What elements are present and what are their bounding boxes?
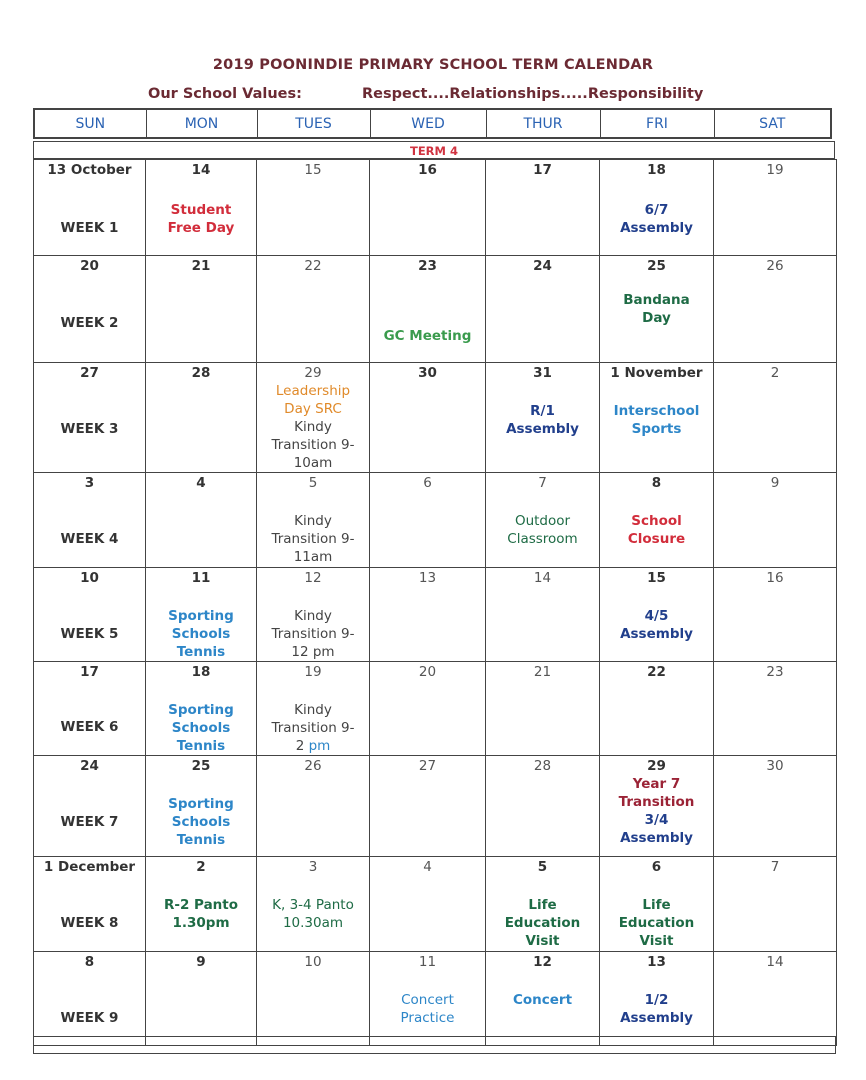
date-label: 19 [304, 664, 322, 680]
event-text: Kindy Transition 9- 2 pm [271, 702, 355, 754]
event-text: 1/2 Assembly [620, 992, 693, 1026]
date-label: 30 [418, 365, 437, 381]
term-label: TERM 4 [33, 141, 835, 159]
date-label: 27 [418, 758, 437, 774]
date-label: 30 [766, 758, 784, 774]
day-header-wed: WED [370, 109, 486, 138]
day-cell [714, 160, 837, 256]
week-row [34, 662, 837, 756]
day-cell [146, 363, 257, 473]
page-title: 2019 POONINDIE PRIMARY SCHOOL TERM CALENDAR [212, 57, 654, 73]
day-cell [600, 363, 714, 473]
day-cell [600, 857, 714, 952]
day-cell [600, 756, 714, 857]
week-row [34, 756, 837, 857]
day-cell [714, 662, 837, 756]
date-label: 9 [196, 954, 206, 970]
footer-row [33, 1036, 836, 1054]
day-cell [714, 473, 837, 568]
event-text: Sporting Schools Tennis [168, 702, 234, 754]
date-label: 15 [647, 570, 666, 586]
day-cell [370, 473, 486, 568]
event-text: Year 7 Transition [618, 776, 695, 810]
day-cell [370, 363, 486, 473]
event-text: 4/5 Assembly [620, 608, 693, 642]
date-label: 11 [418, 954, 437, 970]
date-label: 18 [647, 162, 666, 178]
date-label: 13 [647, 954, 666, 970]
day-cell [34, 160, 146, 256]
day-cell [146, 256, 257, 363]
day-cell [714, 256, 837, 363]
day-cell [146, 952, 257, 1046]
date-label: 2 [770, 365, 780, 381]
event-text: Concert Practice [400, 992, 455, 1026]
day-cell [714, 952, 837, 1046]
week-label: WEEK 3 [60, 421, 119, 437]
day-cell [146, 756, 257, 857]
event-text: Interschool Sports [613, 403, 700, 437]
day-cell [486, 756, 600, 857]
day-cell [257, 662, 370, 756]
event-text: Kindy Transition 9- 11am [271, 513, 355, 565]
week-label: WEEK 1 [60, 220, 119, 236]
day-cell [486, 256, 600, 363]
day-header-fri: FRI [600, 109, 714, 138]
day-cell [257, 857, 370, 952]
date-label: 27 [80, 365, 99, 381]
date-label: 6 [423, 475, 432, 491]
day-cell [600, 568, 714, 662]
week-row [34, 256, 837, 363]
day-cell [34, 256, 146, 363]
date-label: 28 [191, 365, 211, 381]
date-label: 6 [651, 859, 662, 875]
day-header-tue: TUES [257, 109, 370, 138]
date-label: 1 November [610, 365, 703, 381]
event-text: Sporting Schools Tennis [168, 796, 234, 848]
calendar-grid [33, 159, 837, 1046]
event-text: R/1 Assembly [506, 403, 579, 437]
date-label: 26 [766, 258, 784, 274]
day-cell [600, 473, 714, 568]
event-text: Kindy Transition 9- 10am [271, 419, 355, 471]
event-text: Bandana Day [623, 292, 690, 326]
date-label: 3 [308, 859, 318, 875]
day-cell [257, 473, 370, 568]
day-cell [714, 857, 837, 952]
date-label: 23 [418, 258, 437, 274]
date-label: 25 [647, 258, 666, 274]
day-cell [257, 568, 370, 662]
day-cell [370, 568, 486, 662]
date-label: 14 [533, 570, 552, 586]
event-text: Concert [512, 992, 573, 1008]
event-text: Sporting Schools Tennis [168, 608, 234, 660]
date-label: 23 [766, 664, 784, 680]
date-label: 28 [533, 758, 552, 774]
day-cell [486, 473, 600, 568]
event-text: Life Education Visit [618, 897, 695, 949]
day-cell [600, 256, 714, 363]
day-cell [257, 952, 370, 1046]
day-header-sun: SUN [34, 109, 146, 138]
date-label: 10 [304, 954, 322, 970]
day-cell [257, 256, 370, 363]
week-label: WEEK 9 [60, 1010, 119, 1026]
day-cell [486, 160, 600, 256]
date-label: 24 [80, 758, 99, 774]
day-header-mon: MON [146, 109, 257, 138]
date-label: 13 October [47, 162, 132, 178]
date-label: 7 [770, 859, 780, 875]
week-row [34, 473, 837, 568]
day-cell [146, 568, 257, 662]
date-label: 14 [766, 954, 784, 970]
day-cell [34, 662, 146, 756]
day-cell [257, 756, 370, 857]
day-cell [146, 473, 257, 568]
date-label: 22 [304, 258, 322, 274]
week-row [34, 952, 837, 1046]
day-header-thu: THUR [486, 109, 600, 138]
date-label: 15 [304, 162, 322, 178]
event-text: Leadership Day SRC [275, 383, 351, 417]
date-label: 8 [651, 475, 662, 491]
day-cell [370, 756, 486, 857]
date-label: 3 [84, 475, 95, 491]
date-label: 16 [766, 570, 784, 586]
values-label: Our School Values: [148, 86, 302, 102]
date-label: 17 [80, 664, 99, 680]
date-label: 19 [766, 162, 784, 178]
date-label: 1 December [43, 859, 136, 875]
event-text: Student Free Day [167, 202, 235, 236]
date-label: 12 [304, 570, 322, 586]
day-cell [34, 473, 146, 568]
week-row [34, 857, 837, 952]
day-cell [34, 857, 146, 952]
day-cell [486, 857, 600, 952]
date-label: 5 [308, 475, 318, 491]
event-text: Kindy Transition 9- 12 pm [271, 608, 355, 660]
day-cell [370, 160, 486, 256]
week-row [34, 363, 837, 473]
date-label: 29 [304, 365, 322, 381]
week-row [34, 160, 837, 256]
date-label: 7 [538, 475, 547, 491]
date-label: 13 [418, 570, 437, 586]
date-label: 16 [418, 162, 437, 178]
day-header-sat: SAT [714, 109, 831, 138]
day-cell [34, 756, 146, 857]
date-label: 4 [196, 475, 206, 491]
date-label: 26 [304, 758, 322, 774]
day-cell [146, 662, 257, 756]
day-cell [34, 568, 146, 662]
day-cell [600, 160, 714, 256]
day-cell [486, 363, 600, 473]
week-label: WEEK 2 [60, 315, 119, 331]
event-text: K, 3-4 Panto 10.30am [272, 897, 354, 931]
date-label: 5 [537, 859, 548, 875]
day-cell [714, 756, 837, 857]
day-cell [257, 160, 370, 256]
event-text: GC Meeting [383, 328, 472, 344]
date-label: 18 [191, 664, 211, 680]
date-label: 24 [533, 258, 552, 274]
date-label: 10 [80, 570, 99, 586]
day-cell [714, 363, 837, 473]
date-label: 17 [533, 162, 552, 178]
date-label: 11 [191, 570, 211, 586]
event-text: Outdoor Classroom [507, 513, 578, 547]
week-label: WEEK 6 [60, 719, 119, 735]
date-label: 21 [191, 258, 211, 274]
day-cell [34, 952, 146, 1046]
event-text: 3/4 Assembly [620, 812, 693, 846]
day-cell [486, 568, 600, 662]
event-text: 6/7 Assembly [620, 202, 693, 236]
day-cell [34, 363, 146, 473]
week-label: WEEK 7 [60, 814, 119, 830]
day-cell [146, 857, 257, 952]
date-label: 25 [191, 758, 211, 774]
week-label: WEEK 4 [60, 531, 119, 547]
date-label: 14 [191, 162, 211, 178]
day-cell [486, 952, 600, 1046]
date-label: 21 [533, 664, 552, 680]
event-text: School Closure [627, 513, 686, 547]
date-label: 8 [84, 954, 95, 970]
day-cell [146, 160, 257, 256]
day-cell [486, 662, 600, 756]
date-label: 12 [533, 954, 552, 970]
day-cell [370, 256, 486, 363]
event-text: Life Education Visit [504, 897, 581, 949]
week-row [34, 568, 837, 662]
date-label: 31 [533, 365, 552, 381]
day-cell [714, 568, 837, 662]
day-cell [600, 662, 714, 756]
day-cell [370, 662, 486, 756]
date-label: 29 [647, 758, 666, 774]
day-header-row [33, 108, 832, 139]
day-cell [600, 952, 714, 1046]
date-label: 2 [196, 859, 206, 875]
event-text: R-2 Panto 1.30pm [163, 897, 239, 931]
date-label: 20 [80, 258, 99, 274]
values-text: Respect....Relationships.....Responsibility [362, 86, 704, 102]
day-cell [257, 363, 370, 473]
day-cell [370, 857, 486, 952]
date-label: 20 [418, 664, 437, 680]
date-label: 9 [770, 475, 780, 491]
week-label: WEEK 5 [60, 626, 119, 642]
day-cell [370, 952, 486, 1046]
week-label: WEEK 8 [60, 915, 119, 931]
date-label: 22 [647, 664, 666, 680]
date-label: 4 [423, 859, 432, 875]
